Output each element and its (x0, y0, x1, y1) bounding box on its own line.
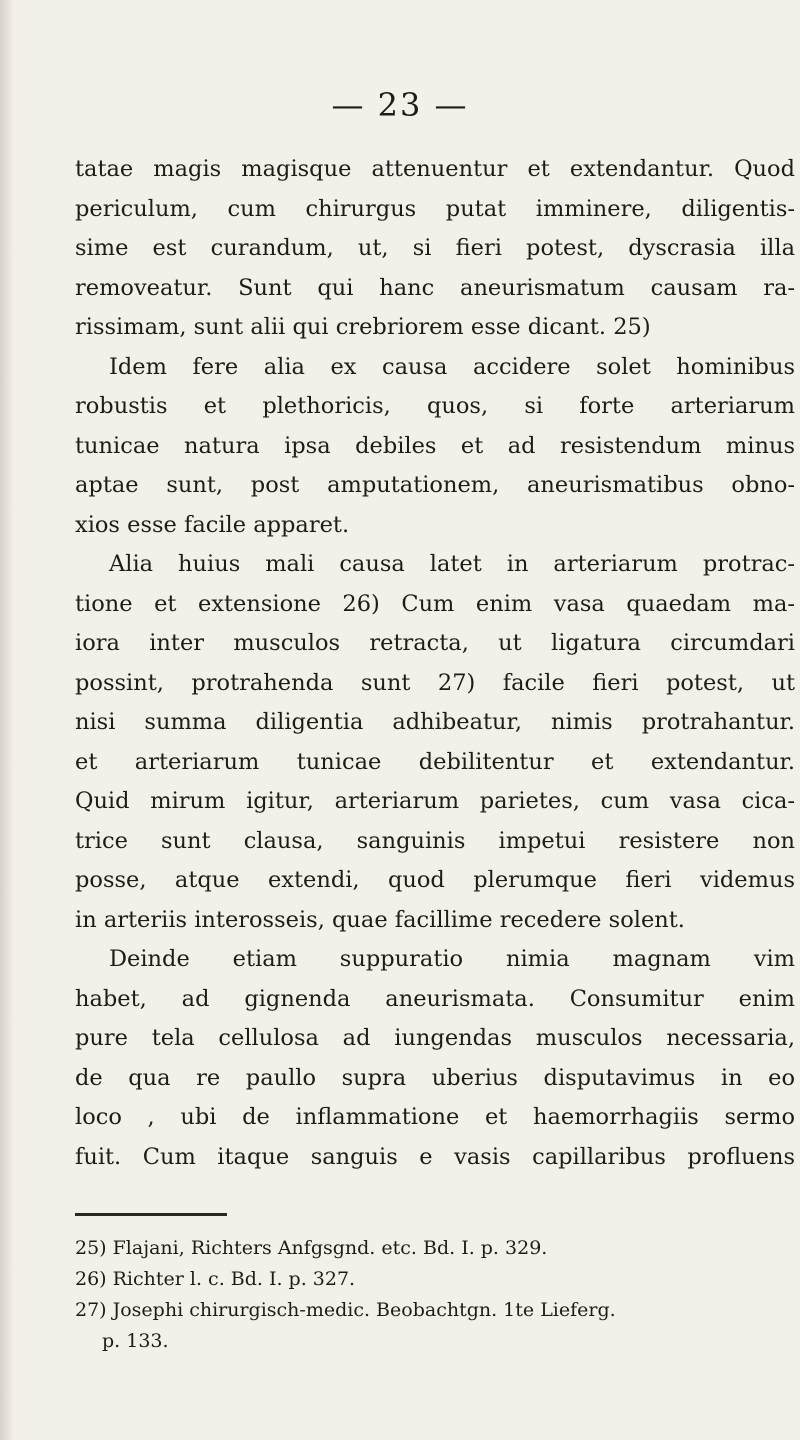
footnotes (75, 1233, 775, 1357)
page-spine-shadow (0, 0, 14, 1440)
text-line: nisi summa diligentia adhibeatur, nimis protrahantur. (75, 709, 795, 735)
text-line: tatae magis magisque attenuentur et extendantur. Quod (75, 156, 795, 182)
text-line: possint, protrahenda sunt 27) facile fieri potest, ut (75, 669, 795, 696)
text-line: posse, atque extendi, quod plerumque fieri videmus (75, 867, 795, 893)
text-line: de qua re paullo supra uberius disputavimus in eo (75, 1064, 795, 1091)
footnote-25: 25) Flajani, Richters Anfgsgnd. etc. Bd. I. p. 329. (75, 1237, 548, 1259)
text-line: in arteriis interosseis, quae facillime recedere solent. (75, 906, 685, 933)
text-line: robustis et plethoricis, quos, si forte arteriarum (75, 393, 795, 419)
text-line: removeatur. Sunt qui hanc aneurismatum causam ra- (75, 274, 795, 301)
text-line: Alia huius mali causa latet in arteriarum protrac- (109, 551, 795, 577)
text-line: periculum, cum chirurgus putat imminere, diligentis- (75, 195, 795, 222)
text-line: xios esse facile apparet. (75, 511, 350, 538)
footnote-27-continuation: p. 133. (102, 1330, 169, 1352)
text-line: tione et extensione 26) Cum enim vasa quaedam ma- (75, 590, 795, 617)
text-line: trice sunt clausa, sanguinis impetui resistere non (75, 827, 795, 854)
footnote-rule (75, 1213, 227, 1216)
text-line: Quid mirum igitur, arteriarum parietes, cum vasa cica- (75, 788, 795, 814)
text-line: pure tela cellulosa ad iungendas musculos necessaria, (75, 1025, 795, 1051)
footnote-27: 27) Josephi chirurgisch-medic. Beobachtgn. 1te Lieferg. (75, 1299, 616, 1321)
text-line: rissimam, sunt alii qui crebriorem esse dicant. 25) (75, 314, 651, 340)
text-line: Idem fere alia ex causa accidere solet hominibus (109, 353, 795, 380)
text-line: tunicae natura ipsa debiles et ad resistendum minus (75, 432, 795, 459)
page-number: — 23 — (331, 86, 469, 124)
text-line: aptae sunt, post amputationem, aneurismatibus obno- (75, 472, 795, 498)
text-line: sime est curandum, ut, si fieri potest, dyscrasia illa (75, 235, 795, 261)
text-line: fuit. Cum itaque sanguis e vasis capillaribus profluens (75, 1143, 795, 1170)
text-line: iora inter musculos retracta, ut ligatura circumdari (75, 630, 795, 656)
body-text (75, 150, 795, 1177)
text-line: loco , ubi de inflammatione et haemorrhagiis sermo (75, 1104, 795, 1130)
text-line: Deinde etiam suppuratio nimia magnam vim (109, 946, 795, 972)
text-line: habet, ad gignenda aneurismata. Consumitur enim (75, 985, 795, 1012)
text-line: et arteriarum tunicae debilitentur et extendantur. (75, 748, 795, 775)
footnote-26: 26) Richter l. c. Bd. I. p. 327. (75, 1268, 356, 1290)
